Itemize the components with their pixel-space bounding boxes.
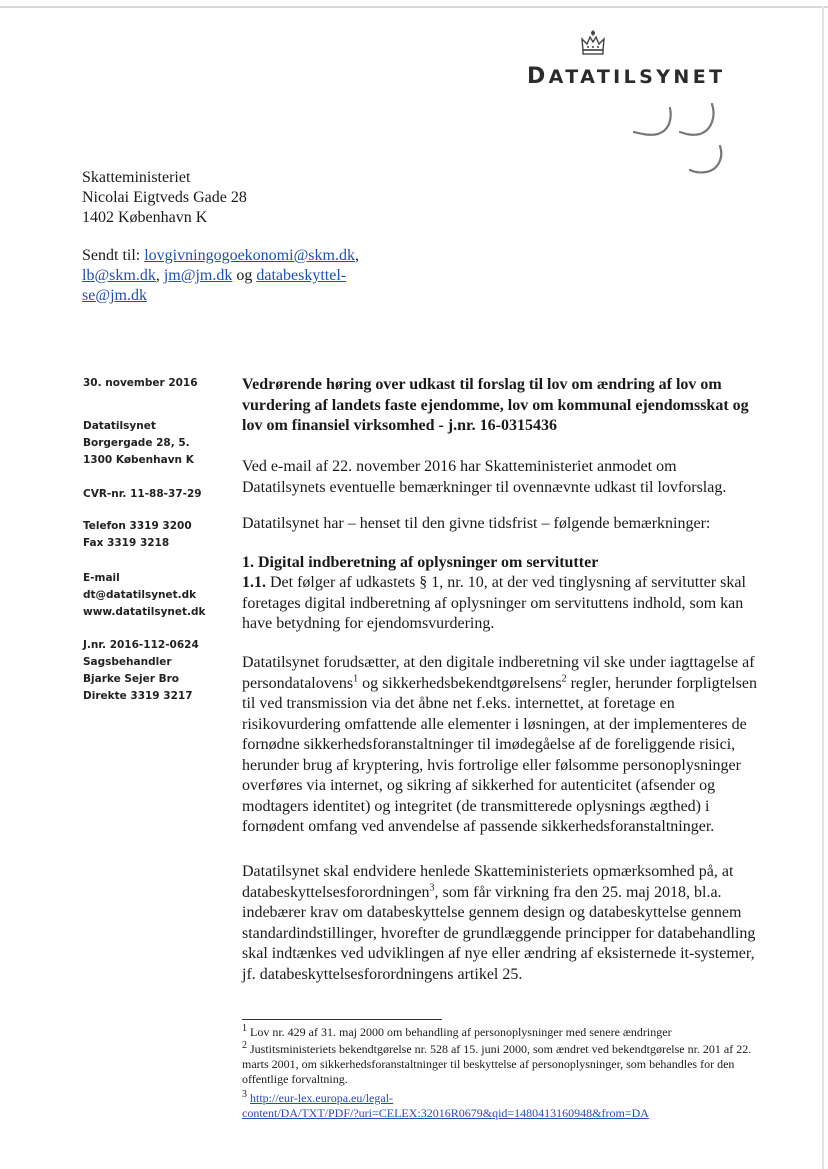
footnote-2 [242, 1042, 772, 1087]
email-label: E-mail [83, 572, 120, 584]
sent-to-label: Sendt til: [82, 247, 145, 264]
recipient-address [82, 168, 247, 228]
signature-scribble [620, 100, 740, 190]
crown-icon [578, 30, 608, 60]
sender-website: www.datatilsynet.dk [83, 606, 206, 618]
separator: , [354, 247, 359, 264]
paragraph-text: Datatilsynet skal endvidere henlede Skatteministeriets opmærksomhed på, at databeskyttelsesforordningen [242, 863, 734, 901]
page-right-border [822, 6, 824, 1169]
footnote-ref-3: 3 [429, 882, 435, 894]
fax-number: Fax 3319 3218 [83, 537, 170, 549]
letter-date: 30. november 2016 [83, 377, 198, 389]
paragraph-text: regler, herunder forpligtelsen til ved transmission via det åbne net f.eks. internettet, at foretage en risikovurdering omfattende alle elementer i løsningen, at der implementeres de fornødne sikkerhedsforanstaltninger til imødegåelse af de foreliggende risici, herunder brug af kryptering, hvis fortrolige eller følsomme personoplysninger overføres via internet, og sikring af sikkerhed for autenticitet (afsender og modtagers identitet) og integritet (de transmitterede oplysnings ægthed) i fornødent omfang ved anvendelse af passende sikkerhedsforanstaltninger. [242, 674, 757, 835]
cvr-number: CVR-nr. 11-88-37-29 [83, 488, 202, 500]
sender-email: dt@datatilsynet.dk [83, 589, 197, 601]
paragraph-remarks: Datatilsynet har – henset til den givne tidsfrist – følgende bemærkninger: [242, 515, 711, 532]
sent-to-block [82, 246, 382, 306]
paragraph-intro: Ved e-mail af 22. november 2016 har Skatteministeriet anmodet om Datatilsynets eventuelle bemærkninger til ovennævnte udkast til lovforslag. [242, 458, 727, 496]
eur-lex-link[interactable]: http://eur-lex.europa.eu/legal- [250, 1091, 394, 1105]
email-link-databeskyttelse[interactable]: databeskyttel- [256, 267, 347, 284]
sender-city: 1300 København K [83, 454, 194, 466]
email-link-skm[interactable]: lovgivningogoekonomi@skm.dk [144, 247, 355, 264]
footnote-text: Justitsministeriets bekendtgørelse nr. 528 af 15. juni 2000, som ændret ved bekendtgørelse nr. 201 af 22. marts 2001, om sikkerhedsforanstaltninger til beskyttelse af personoplysninger, som behandles for den offentlige forvaltning. [242, 1042, 752, 1086]
case-handler-label: Sagsbehandler [83, 656, 172, 668]
footnote-number: 3 [242, 1089, 247, 1100]
footnote-text: Lov nr. 429 af 31. maj 2000 om behandling af personoplysninger med senere ændringer [247, 1025, 672, 1039]
paragraph-number: 1.1. [242, 574, 266, 591]
case-handler-name: Bjarke Sejer Bro [83, 673, 179, 685]
footnote-divider [242, 1019, 442, 1020]
phone-number: Telefon 3319 3200 [83, 520, 192, 532]
eur-lex-link-cont[interactable]: content/DA/TXT/PDF/?uri=CELEX:32016R0679&qid=1480413160948&from=DA [242, 1106, 649, 1120]
sender-street: Borgergade 28, 5. [83, 437, 190, 449]
paragraph-security [242, 653, 762, 838]
contact-web-block [83, 570, 206, 621]
paragraph-text: og sikkerhedsbekendtgørelsens [358, 674, 562, 692]
separator: , [155, 267, 164, 284]
recipient-city: 1402 København K [82, 209, 208, 226]
footnote-number: 2 [242, 1040, 247, 1051]
paragraph-text: Datatilsynet forudsætter, at den digitale indberetning vil ske under iagttagelse af persondatalovens [242, 654, 755, 692]
footnote-ref-1: 1 [353, 673, 359, 685]
contact-phone-block [83, 518, 192, 552]
footnote-ref-2: 2 [561, 673, 567, 685]
paragraph-1-1 [242, 573, 762, 635]
conjunction: og [232, 267, 257, 284]
section-heading: 1. Digital indberetning af oplysninger om servitutter [242, 554, 599, 571]
recipient-street: Nicolai Eigtveds Gade 28 [82, 189, 247, 206]
email-link-jm[interactable]: jm@jm.dk [163, 267, 233, 284]
paragraph-text: , som får virkning fra den 25. maj 2018, bl.a. indebærer krav om databeskyttelse gennem design og databeskyttelse gennem standardindstillinger, hvorefter de grundlæggende principper for databehandling skal indtænkes ved udviklingen af nye eller ændring af eksisternede it-systemer, jf. databeskyttelsesforordningens artikel 25. [242, 883, 756, 983]
paragraph-text: Det følger af udkastets § 1, nr. 10, at der ved tinglysning af servitutter skal foretages digital indberetning af oplysninger om servituttens indhold, som kan have betydning for ejendomsvurdering. [242, 574, 746, 632]
footnote-1 [242, 1025, 772, 1040]
case-block [83, 637, 199, 705]
page-top-border [0, 6, 828, 8]
email-link-lb[interactable]: lb@skm.dk [82, 267, 156, 284]
footnote-number: 1 [242, 1023, 247, 1034]
letter-subject: Vedrørende høring over udkast til forslag til lov om ændring af lov om vurdering af landets faste ejendomme, lov om kommunal ejendomsskat og lov om finansiel virksomhed - j.nr. 16-0315436 [242, 376, 749, 434]
paragraph-gdpr [242, 862, 762, 985]
sender-org: Datatilsynet [83, 420, 156, 432]
sender-block [83, 418, 194, 469]
brand-wordmark: DATATILSYNET [527, 64, 726, 89]
footnote-3 [242, 1091, 772, 1121]
journal-number: J.nr. 2016-112-0624 [83, 639, 199, 651]
direct-phone: Direkte 3319 3217 [83, 690, 193, 702]
email-link-databeskyttelse-cont[interactable]: se@jm.dk [82, 287, 147, 304]
recipient-name: Skatteministeriet [82, 169, 191, 186]
